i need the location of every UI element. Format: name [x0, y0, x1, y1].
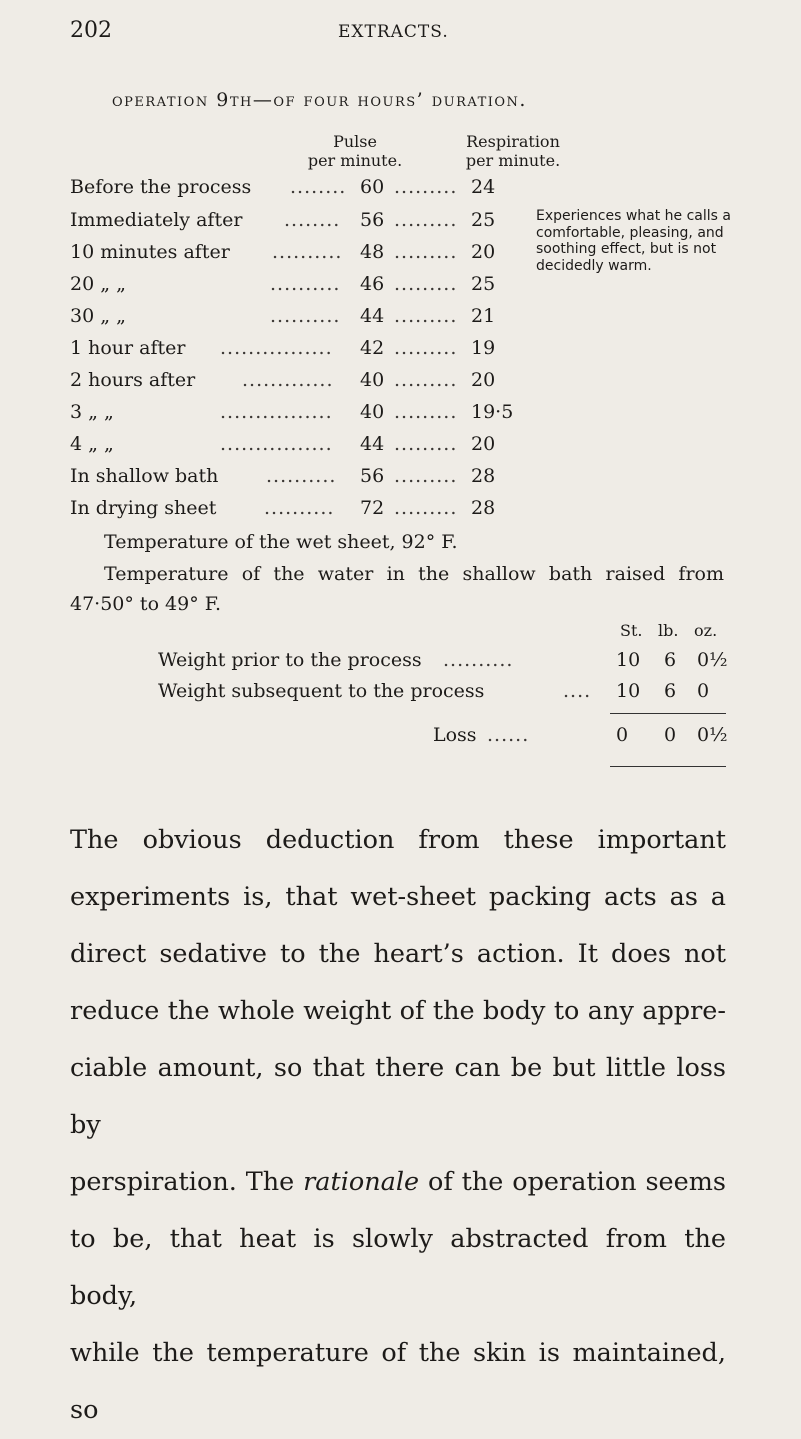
row-respiration: 20 [471, 241, 496, 263]
row-pulse: 46 [360, 273, 385, 295]
row-pulse: 44 [360, 433, 385, 455]
row-pulse: 56 [360, 465, 385, 487]
unit-pound: lb. [658, 621, 679, 640]
row-respiration: 24 [471, 176, 496, 198]
table-row: 2 hours after ............. 40 ......... 20 [70, 369, 496, 391]
weight-prior-label: Weight prior to the process [158, 649, 422, 671]
row-respiration: 28 [471, 497, 496, 519]
table-row: 4 „ „ ................ 44 ......... 20 [70, 433, 496, 455]
row-pulse: 72 [360, 497, 385, 519]
loss-label: Loss [433, 724, 477, 746]
weight-subsequent-ounce: 0 [697, 680, 710, 702]
row-pulse: 40 [360, 369, 385, 391]
row-respiration: 20 [471, 433, 496, 455]
body-line: direct sedative to the heart’s action. It does not [70, 939, 726, 969]
weight-subsequent-pound: 6 [664, 680, 677, 702]
table-row: 20 „ „ .......... 46 ......... 25 [70, 273, 496, 295]
row-label: 3 „ „ [70, 401, 114, 423]
row-pulse: 56 [360, 209, 385, 231]
column-header-pulse-line1: Pulse [333, 132, 377, 151]
row-pulse: 42 [360, 337, 385, 359]
row-label: Immediately after [70, 209, 243, 231]
column-header-respiration-line1: Respiration [466, 132, 560, 151]
table-row: In drying sheet .......... 72 ......... 28 [70, 497, 496, 519]
loss-stone: 0 [616, 724, 629, 746]
row-respiration: 20 [471, 369, 496, 391]
weight-subsequent-stone: 10 [616, 680, 641, 702]
row-label: In drying sheet [70, 497, 217, 519]
body-line: ciable amount, so that there can be but little loss by [70, 1053, 726, 1140]
row-pulse: 40 [360, 401, 385, 423]
row-label: 20 „ „ [70, 273, 126, 295]
row-pulse: 60 [360, 176, 385, 198]
row-label: Before the process [70, 176, 252, 198]
row-label: 4 „ „ [70, 433, 114, 455]
body-line: while the temperature of the skin is maintained, so [70, 1338, 726, 1425]
row-pulse: 48 [360, 241, 385, 263]
side-note: Experiences what he calls a comfortable, pleasing, and soothing effect, but is not decidedly warm. [536, 208, 731, 274]
row-respiration: 25 [471, 209, 496, 231]
running-head: EXTRACTS. [338, 22, 449, 42]
column-header-respiration-line2: per minute. [465, 151, 561, 170]
body-line: experiments is, that wet-sheet packing acts as a [70, 882, 726, 912]
row-label: 1 hour after [70, 337, 186, 359]
body-line: perspiration. The rationale of the operation seems [70, 1167, 726, 1197]
weight-subsequent-label: Weight subsequent to the process [158, 680, 485, 702]
row-pulse: 44 [360, 305, 385, 327]
table-row: Immediately after ........ 56 ......... 25 [70, 209, 496, 231]
row-label: In shallow bath [70, 465, 219, 487]
table-row: 1 hour after ................ 42 ......... 19 [70, 337, 496, 359]
table-row: 30 „ „ .......... 44 ......... 21 [70, 305, 496, 327]
temperature-sheet: Temperature of the wet sheet, 92° F. [104, 531, 458, 553]
table-row: Before the process ........ 60 ......... 24 [70, 176, 496, 198]
temperature-water-line1: Temperature of the water in the shallow bath raised from [104, 563, 724, 585]
row-respiration: 21 [471, 305, 496, 327]
column-header-respiration [448, 132, 578, 170]
emphasis-word: rationale [303, 1167, 420, 1197]
temperature-water-line2: 47·50° to 49° F. [70, 593, 222, 615]
total-rule [610, 766, 726, 767]
weight-prior-stone: 10 [616, 649, 641, 671]
weight-prior-pound: 6 [664, 649, 677, 671]
column-header-pulse-line2: per minute. [307, 151, 403, 170]
unit-stone: St. [620, 621, 643, 640]
loss-pound: 0 [664, 724, 677, 746]
row-respiration: 19 [471, 337, 496, 359]
row-label: 2 hours after [70, 369, 196, 391]
row-label: 10 minutes after [70, 241, 230, 263]
row-respiration: 19·5 [471, 401, 514, 423]
sum-rule [610, 713, 726, 714]
weight-prior-ounce: 0½ [697, 649, 728, 671]
row-label: 30 „ „ [70, 305, 126, 327]
page-number: 202 [70, 18, 112, 43]
table-row: 10 minutes after .......... 48 ......... 20 [70, 241, 496, 263]
body-line: The obvious deduction from these important [70, 825, 726, 855]
row-respiration: 28 [471, 465, 496, 487]
table-row: In shallow bath .......... 56 ......... 28 [70, 465, 496, 487]
body-line: reduce the whole weight of the body to any appre- [70, 996, 726, 1026]
loss-ounce: 0½ [697, 724, 728, 746]
body-paragraph [70, 812, 726, 1439]
table-row: 3 „ „ ................ 40 ......... 19·5 [70, 401, 514, 423]
column-header-pulse [300, 132, 410, 170]
section-heading: operation 9th—of four hours’ duration. [112, 89, 527, 111]
unit-ounce: oz. [694, 621, 718, 640]
body-line: to be, that heat is slowly abstracted from the body, [70, 1224, 726, 1311]
row-respiration: 25 [471, 273, 496, 295]
